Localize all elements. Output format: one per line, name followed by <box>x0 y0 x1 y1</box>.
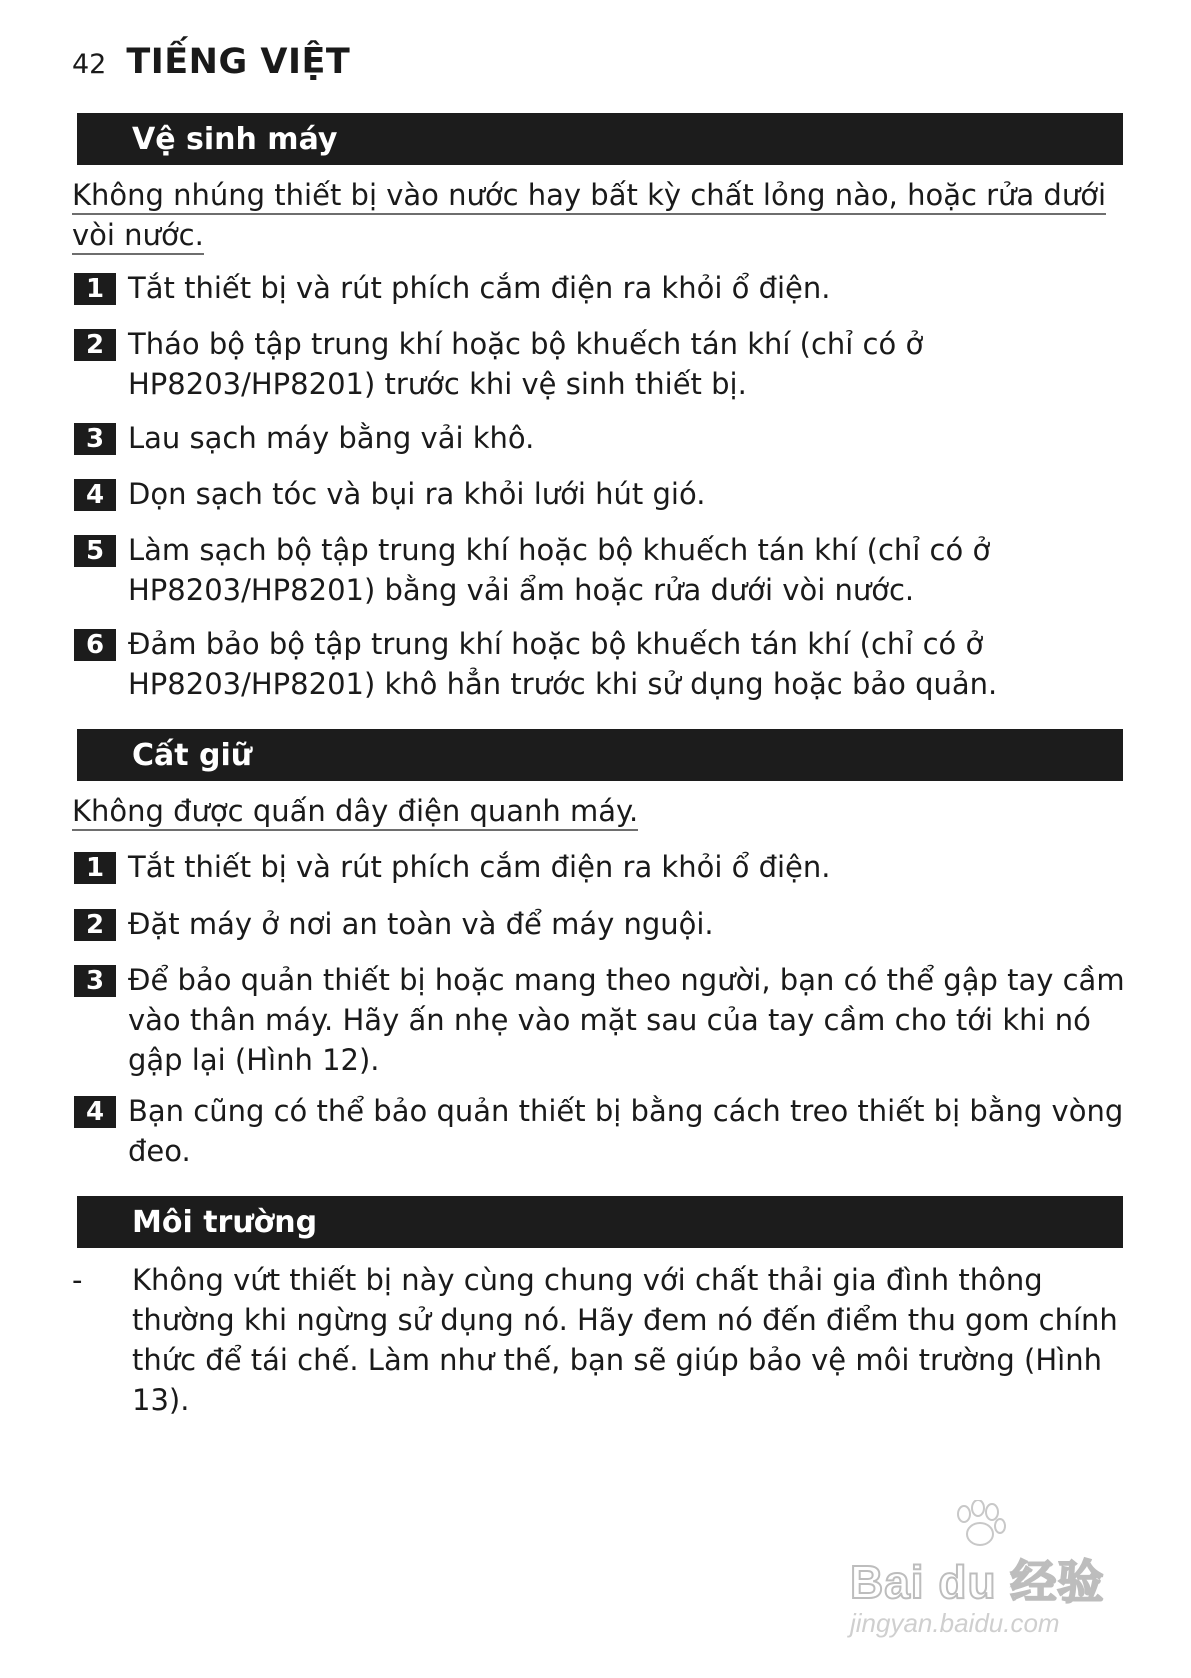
step-number-badge: 2 <box>74 329 116 361</box>
step-text: Đảm bảo bộ tập trung khí hoặc bộ khuếch tán khí (chỉ có ở HP8203/HP8201) khô hẳn trước khi sử dụng hoặc bảo quản. <box>128 627 998 701</box>
cleaning-warning-note <box>72 175 1132 255</box>
storage-warning-note <box>72 791 1132 831</box>
step-text: Tắt thiết bị và rút phích cắm điện ra khỏi ổ điện. <box>128 271 831 305</box>
storage-step <box>74 960 1134 1080</box>
section-heading-storage: Cất giữ <box>77 729 1123 781</box>
environment-bullet <box>72 1260 1132 1420</box>
step-number-badge: 2 <box>74 909 116 941</box>
cleaning-step <box>74 324 1134 404</box>
step-text: Bạn cũng có thể bảo quản thiết bị bằng cách treo thiết bị bằng vòng đeo. <box>128 1094 1124 1168</box>
step-text: Tắt thiết bị và rút phích cắm điện ra khỏi ổ điện. <box>128 850 831 884</box>
step-number-badge: 3 <box>74 965 116 997</box>
section-heading-environment: Môi trường <box>77 1196 1123 1248</box>
cleaning-step <box>74 530 1134 610</box>
page-header <box>72 42 350 86</box>
step-text: Dọn sạch tóc và bụi ra khỏi lưới hút gió. <box>128 477 706 511</box>
cleaning-warning-text: Không nhúng thiết bị vào nước hay bất kỳ chất lỏng nào, hoặc rửa dưới vòi nước. <box>72 178 1106 255</box>
cleaning-step <box>74 474 1134 514</box>
storage-step <box>74 847 1134 887</box>
step-number-badge: 1 <box>74 852 116 884</box>
bullet-marker: - <box>72 1263 83 1297</box>
storage-warning-text: Không được quấn dây điện quanh máy. <box>72 794 638 831</box>
step-text: Tháo bộ tập trung khí hoặc bộ khuếch tán khí (chỉ có ở HP8203/HP8201) trước khi vệ sinh thiết bị. <box>128 327 924 401</box>
page-title: TIẾNG VIỆT <box>126 42 351 82</box>
step-text: Lau sạch máy bằng vải khô. <box>128 421 535 455</box>
step-number-badge: 6 <box>74 629 116 661</box>
storage-step <box>74 1091 1134 1171</box>
step-number-badge: 4 <box>74 1096 116 1128</box>
storage-step <box>74 904 1134 944</box>
section-heading-cleaning: Vệ sinh máy <box>77 113 1123 165</box>
page-number: 42 <box>72 49 107 80</box>
bullet-text: Không vứt thiết bị này cùng chung với chất thải gia đình thông thường khi ngừng sử dụng nó. Hãy đem nó đến điểm thu gom chính thức để tái chế. Làm như thế, bạn sẽ giúp bảo vệ môi trường (Hình 13). <box>132 1263 1118 1417</box>
paw-icon <box>950 1500 1010 1550</box>
step-number-badge: 4 <box>74 479 116 511</box>
watermark-site: jingyan.baidu.com <box>850 1608 1060 1638</box>
step-number-badge: 5 <box>74 535 116 567</box>
cleaning-step <box>74 418 1134 458</box>
step-number-badge: 1 <box>74 273 116 305</box>
baidu-watermark <box>850 1500 1130 1650</box>
cleaning-step <box>74 268 1134 308</box>
cleaning-step <box>74 624 1134 704</box>
watermark-brand: Bai du 经验 <box>850 1556 1105 1608</box>
step-text: Làm sạch bộ tập trung khí hoặc bộ khuếch tán khí (chỉ có ở HP8203/HP8201) bằng vải ẩm hoặc rửa dưới vòi nước. <box>128 533 991 607</box>
step-number-badge: 3 <box>74 423 116 455</box>
step-text: Đặt máy ở nơi an toàn và để máy nguội. <box>128 907 714 941</box>
step-text: Để bảo quản thiết bị hoặc mang theo người, bạn có thể gập tay cầm vào thân máy. Hãy ấn nhẹ vào mặt sau của tay cầm cho tới khi nó gập lại (Hình 12). <box>128 963 1125 1077</box>
